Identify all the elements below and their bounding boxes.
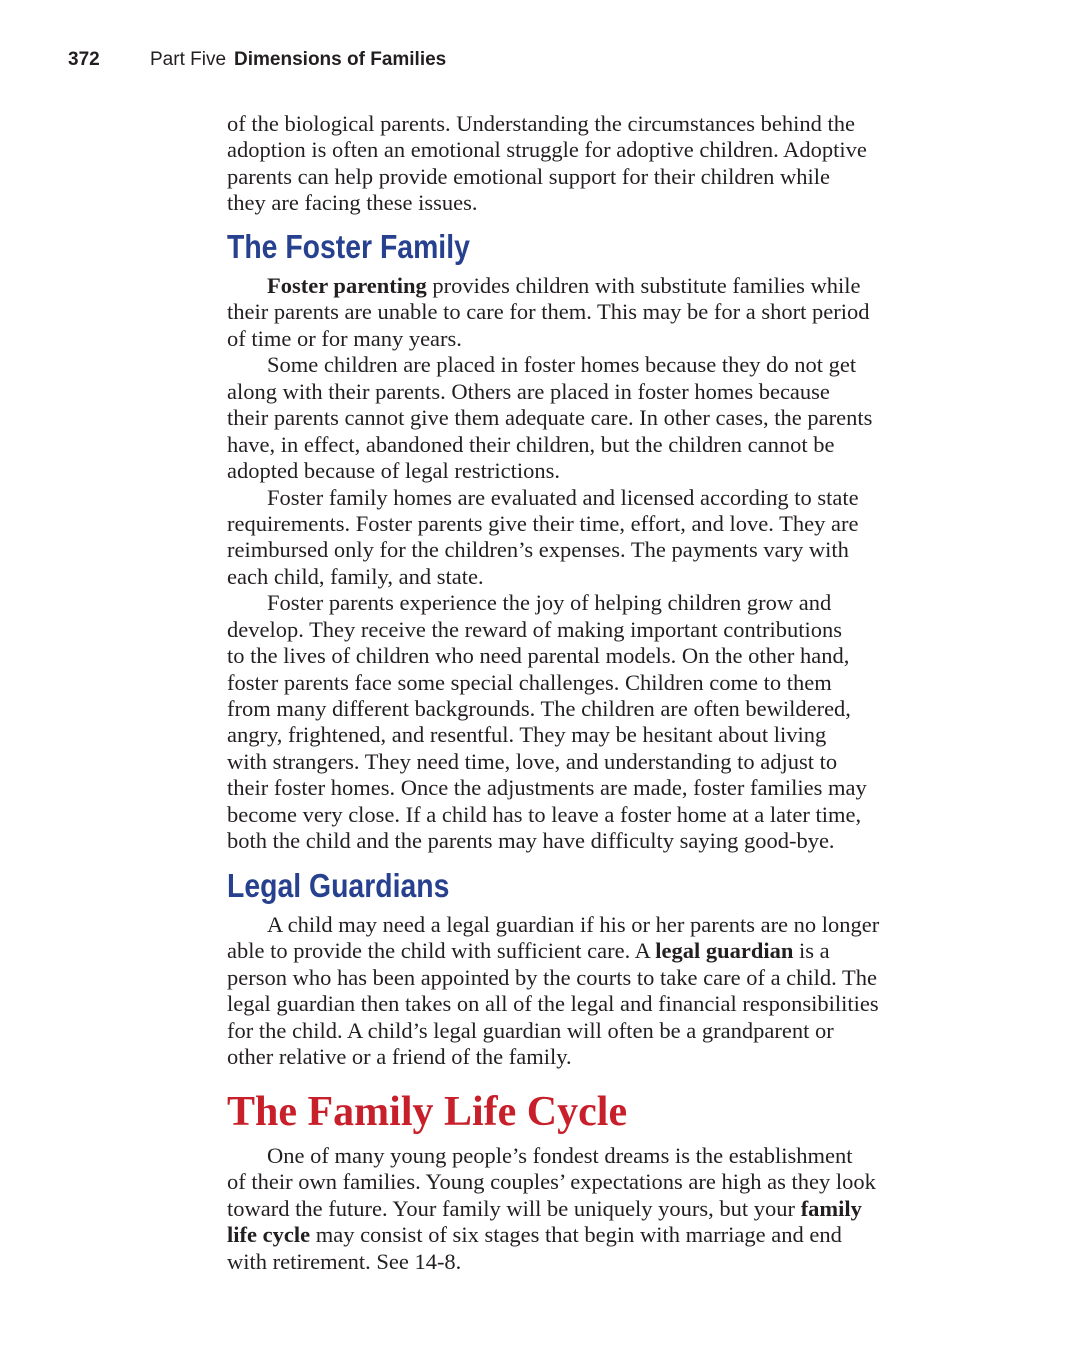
text-span: Foster family homes are evaluated and licensed according to state	[267, 484, 859, 510]
text-line	[227, 1249, 876, 1275]
text-span: A child may need a legal guardian if his or her parents are no longer	[267, 912, 880, 937]
text-line	[227, 828, 872, 854]
intro-paragraph	[227, 111, 867, 217]
text-span: both the child and the parents may have difficulty saying good-bye.	[227, 828, 835, 854]
text-span: their parents cannot give them adequate care. In other cases, the parents	[227, 405, 873, 431]
text-span: their foster homes. Once the adjustments are made, foster families may	[227, 775, 867, 801]
text-span: legal guardian then takes on all of the legal and financial responsibilities	[227, 991, 879, 1017]
text-line	[227, 696, 872, 722]
text-span: to the lives of children who need parental models. On the other hand,	[227, 643, 850, 669]
text-line	[227, 670, 872, 696]
text-line	[227, 1169, 876, 1195]
text-span: from many different backgrounds. The children are often bewildered,	[227, 696, 851, 721]
section-heading-foster-family: The Foster Family	[227, 228, 470, 265]
text-span: One of many young people’s fondest dreams is the establishment	[267, 1143, 853, 1168]
text-span: for the child. A child’s legal guardian will often be a grandparent or	[227, 1017, 834, 1043]
key-term: family	[800, 1195, 862, 1221]
text-line	[227, 643, 872, 669]
text-line	[227, 299, 872, 325]
text-span: with retirement. See 14-8.	[227, 1248, 462, 1274]
text-line	[227, 326, 872, 352]
text-line	[227, 111, 867, 137]
text-line	[227, 722, 872, 748]
text-line	[227, 749, 872, 775]
text-span: requirements. Foster parents give their time, effort, and love. They are	[227, 510, 859, 536]
text-span: reimbursed only for the children’s expenses. The payments vary with	[227, 537, 849, 563]
text-line	[227, 590, 872, 616]
text-line	[227, 1222, 876, 1248]
text-span: parents can help provide emotional support for their children while	[227, 163, 830, 189]
text-line	[227, 352, 872, 378]
text-line	[227, 379, 872, 405]
running-header	[150, 49, 446, 71]
text-span: have, in effect, abandoned their children, but the children cannot be	[227, 431, 835, 457]
text-span: of time or for many years.	[227, 325, 462, 351]
text-span: toward the future. Your family will be uniquely yours, but your	[227, 1195, 801, 1221]
key-term: life cycle	[227, 1222, 311, 1248]
page-number: 372	[68, 49, 100, 70]
text-line	[227, 137, 867, 163]
text-line	[227, 405, 872, 431]
chapter-heading-family-life-cycle: The Family Life Cycle	[227, 1089, 628, 1135]
text-line	[227, 432, 872, 458]
text-line	[227, 164, 867, 190]
text-line	[227, 485, 872, 511]
text-line	[227, 938, 879, 964]
text-line	[227, 1018, 879, 1044]
text-span: with strangers. They need time, love, and understanding to adjust to	[227, 748, 838, 774]
part-label: Part Five	[150, 49, 227, 70]
family-life-cycle-text	[227, 1143, 876, 1275]
text-line	[227, 190, 867, 216]
text-line	[227, 991, 879, 1017]
key-term: legal guardian	[655, 938, 794, 964]
text-span: angry, frightened, and resentful. They may be hesitant about living	[227, 722, 827, 748]
text-span: adoption is often an emotional struggle for adoptive children. Adoptive	[227, 137, 867, 163]
text-line	[227, 458, 872, 484]
key-term: Foster parenting	[267, 273, 427, 298]
text-span: foster parents face some special challenges. Children come to them	[227, 669, 832, 695]
text-span: may consist of six stages that begin with marriage and end	[310, 1222, 842, 1248]
text-line	[227, 1044, 879, 1070]
text-line	[227, 965, 879, 991]
chapter-title: Dimensions of Families	[234, 49, 447, 70]
text-line	[227, 537, 872, 563]
legal-guardians-text	[227, 912, 879, 1071]
text-line	[227, 273, 872, 299]
text-span: develop. They receive the reward of making important contributions	[227, 616, 843, 642]
text-span: is a	[793, 938, 830, 964]
text-span: adopted because of legal restrictions.	[227, 458, 560, 484]
text-span: other relative or a friend of the family.	[227, 1044, 572, 1070]
text-line	[227, 1143, 876, 1169]
foster-family-text	[227, 273, 872, 855]
text-span: their parents are unable to care for them. This may be for a short period	[227, 299, 870, 325]
text-span: they are facing these issues.	[227, 190, 478, 216]
text-line	[227, 802, 872, 828]
text-span: person who has been appointed by the courts to take care of a child. The	[227, 964, 877, 990]
text-span: Foster parents experience the joy of helping children grow and	[267, 590, 832, 616]
text-line	[227, 912, 879, 938]
text-span: each child, family, and state.	[227, 563, 484, 589]
text-span: become very close. If a child has to leave a foster home at a later time,	[227, 801, 862, 827]
text-line	[227, 564, 872, 590]
text-line	[227, 617, 872, 643]
text-span: along with their parents. Others are placed in foster homes because	[227, 378, 830, 404]
text-span: Some children are placed in foster homes because they do not get	[267, 352, 857, 378]
text-line	[227, 775, 872, 801]
text-span: able to provide the child with sufficient care. A	[227, 938, 656, 964]
text-span: of their own families. Young couples’ expectations are high as they look	[227, 1169, 876, 1195]
text-span: of the biological parents. Understanding the circumstances behind the	[227, 111, 855, 136]
section-heading-legal-guardians: Legal Guardians	[227, 867, 450, 904]
text-span: provides children with substitute families while	[426, 273, 861, 298]
text-line	[227, 1196, 876, 1222]
text-line	[227, 511, 872, 537]
